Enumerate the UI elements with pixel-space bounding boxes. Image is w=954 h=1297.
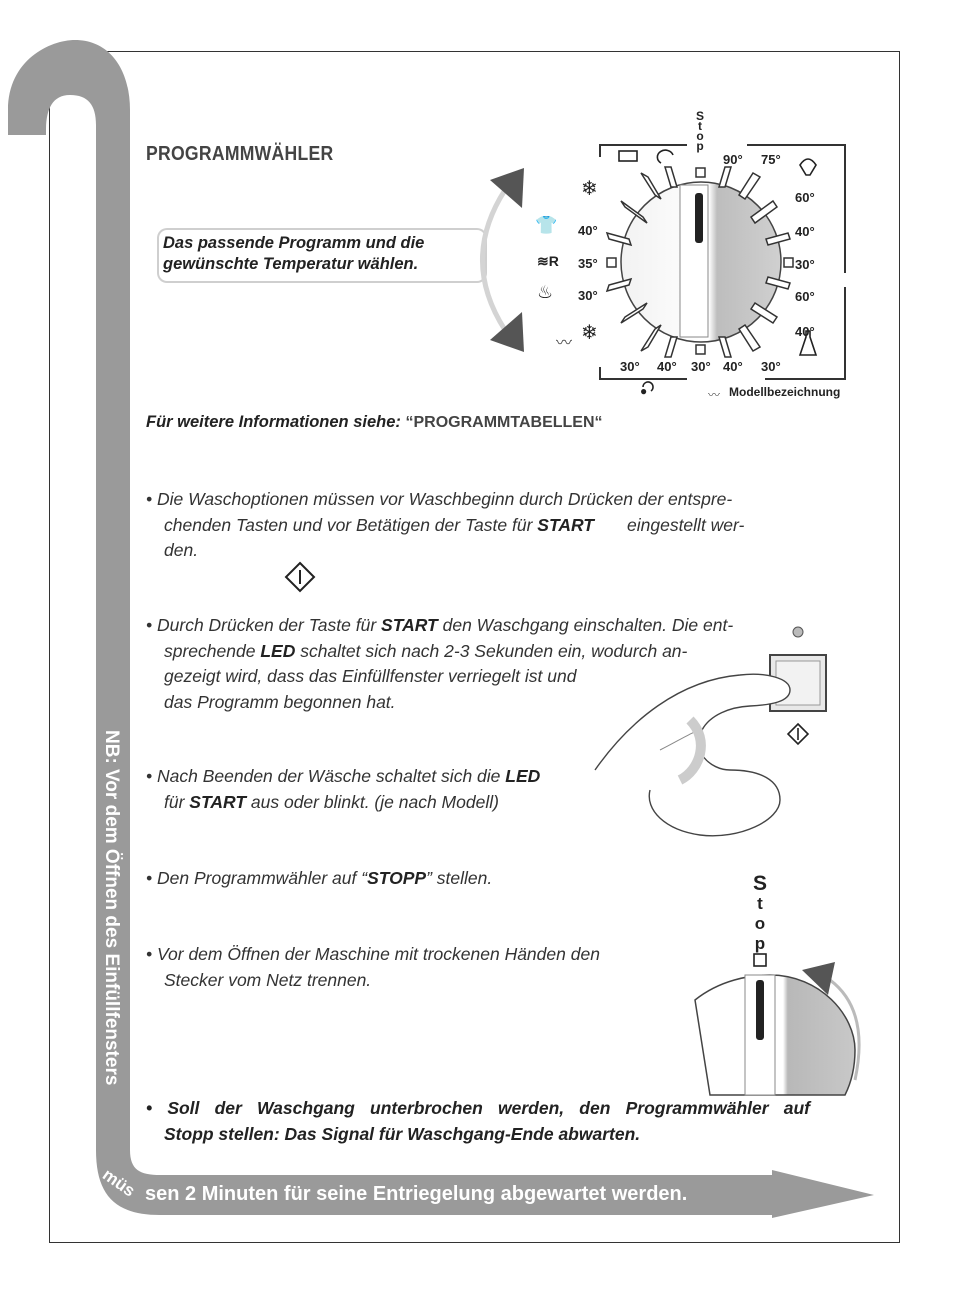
snowflake-icon: ❄ (581, 178, 598, 200)
dial-stop-label (693, 111, 707, 151)
dial-temp-label: 30° (795, 257, 815, 272)
page-title: PROGRAMMWÄHLER (146, 143, 334, 165)
dial-temp-label: 90° (723, 152, 743, 167)
feather-small-icon: 〰 (708, 388, 721, 402)
dial-stop-letter: t (698, 119, 702, 133)
start-keyword: START (381, 615, 438, 635)
bullet-5: • Vor dem Öffnen der Maschine mit trockenen Händen den Stecker vom Netz trennen. (146, 942, 686, 993)
bullet-2-text: schaltet sich nach 2-3 Sekunden ein, wodurch an- (295, 640, 688, 661)
stop-knob-illustration (690, 950, 900, 1100)
bullet-6-text: Soll der Waschgang unterbrochen werden, den Programmwähler auf (167, 1098, 810, 1118)
bullet-4: • Den Programmwähler auf “STOPP” stellen. (146, 868, 493, 888)
note-horizontal-text: sen 2 Minuten für seine Entriegelung abgewartet werden. (145, 1183, 688, 1205)
dial-stop-letter: o (696, 129, 704, 143)
stop-knob-letter: o (754, 914, 766, 933)
shirt-icon: 👕 (535, 215, 558, 235)
dial-temp-label: 40° (795, 324, 815, 339)
dial-temp-label: 60° (795, 190, 815, 205)
more-info-label: Für weitere Informationen siehe: (146, 413, 401, 431)
dial-temp-label: 40° (578, 223, 598, 238)
bullet-1-text: den. (164, 540, 199, 560)
note-curve-text: müs (99, 1165, 139, 1201)
bullet-5-text: Vor dem Öffnen der Maschine mit trockenen Händen den (157, 944, 600, 964)
bullet-3: • Nach Beenden der Wäsche schaltet sich die LED für START aus oder blinkt. (je nach Modell) (146, 766, 541, 812)
callout-text (163, 233, 483, 275)
bullet-2-text: das Programm begonnen hat. (164, 691, 396, 712)
bullet-1-text: chenden Tasten und vor Betätigen der Taste für (164, 514, 538, 535)
dial-temp-label: 40° (657, 359, 677, 374)
rotate-arrow-icon (450, 160, 540, 360)
wool-icon: ≋R (537, 253, 559, 269)
dial-temp-label: 40° (795, 224, 815, 239)
callout-line-2: gewünschte Temperatur wählen. (163, 255, 419, 273)
bullet-3-text: Nach Beenden der Wäsche schaltet sich die (157, 766, 506, 786)
callout-line-1: Das passende Programm und die (163, 234, 425, 252)
bullet-3-text: für (164, 791, 190, 812)
bullet-2-text: sprechende (164, 640, 261, 661)
stop-knob-letter: S (752, 872, 767, 895)
bullet-2: • Durch Drücken der Taste für START den Waschgang einschalten. Die ent- sprechende LED schaltet sich nach 2-3 Sekunden ein, wodurch an- gezeigt wird, dass das Einfüllfenster verriegelt ist und das Programm begonnen hat. (146, 613, 816, 715)
stop-knob-letter: t (757, 894, 763, 913)
sport-icon: ● (640, 384, 648, 398)
handwash-icon: ♨ (537, 282, 554, 302)
bullet-2-text: gezeigt wird, dass das Einfüllfenster verriegelt ist und (164, 666, 577, 686)
bullet-1: • Die Waschoptionen müssen vor Waschbeginn durch Drücken der entspre- chenden Tasten und vor Betätigen der Taste für START eingestellt wer- den. (146, 487, 816, 564)
start-keyword: START (189, 791, 247, 812)
feather-icon: 〰 (556, 335, 573, 352)
bullet-2-text: den Waschgang einschalten. Die ent- (437, 615, 734, 635)
bullet-2-text: Durch Drücken der Taste für (157, 615, 382, 635)
bullet-1-text: Die Waschoptionen müssen vor Waschbeginn durch Drücken der entspre- (157, 489, 733, 509)
dial-temp-label: 30° (691, 359, 711, 374)
bullet-6: • Soll der Waschgang unterbrochen werden, den Programmwähler auf Stopp stellen: Das Signal für Waschgang-Ende abwarten. (146, 1096, 810, 1147)
bullet-4-text: ” stellen. (426, 868, 493, 888)
led-keyword: LED (260, 640, 296, 661)
note-vertical-text: NB: Vor dem Öffnen des Einfüllfensters (101, 730, 122, 1086)
snowflake-icon: ❄ (581, 322, 598, 344)
dial-temp-label: 60° (795, 289, 815, 304)
bullet-3-text: aus oder blinkt. (je nach Modell) (246, 791, 499, 812)
led-keyword: LED (505, 766, 541, 786)
dial-temp-label: 30° (578, 288, 598, 303)
dial-temp-label: 75° (761, 152, 781, 167)
dial-temp-label: 30° (761, 359, 781, 374)
stop-knob-letter: p (754, 934, 766, 953)
stop-knob-label (746, 874, 774, 954)
dial-temp-label: 40° (723, 359, 743, 374)
dial-temp-label: 30° (620, 359, 640, 374)
more-info-reference: “PROGRAMMTABELLEN“ (405, 414, 603, 431)
bullet-1-text: eingestellt wer- (627, 514, 745, 535)
bullet-4-text: Den Programmwähler auf “ (157, 868, 368, 888)
start-symbol-icon (284, 561, 316, 593)
hand-pressing-button-illustration (590, 620, 840, 880)
more-info (146, 413, 603, 432)
stopp-keyword: STOPP (367, 868, 427, 888)
dial-temp-label: 35° (578, 256, 598, 271)
bullet-5-text: Stecker vom Netz trennen. (164, 969, 372, 990)
bullet-6-text: Stopp stellen: Das Signal für Waschgang-Ende abwarten. (164, 1123, 641, 1144)
dial-stop-letter: p (696, 139, 704, 153)
dial-stop-letter: S (695, 109, 704, 123)
start-keyword: START (537, 514, 594, 535)
model-label: Modellbezeichnung (729, 385, 841, 399)
